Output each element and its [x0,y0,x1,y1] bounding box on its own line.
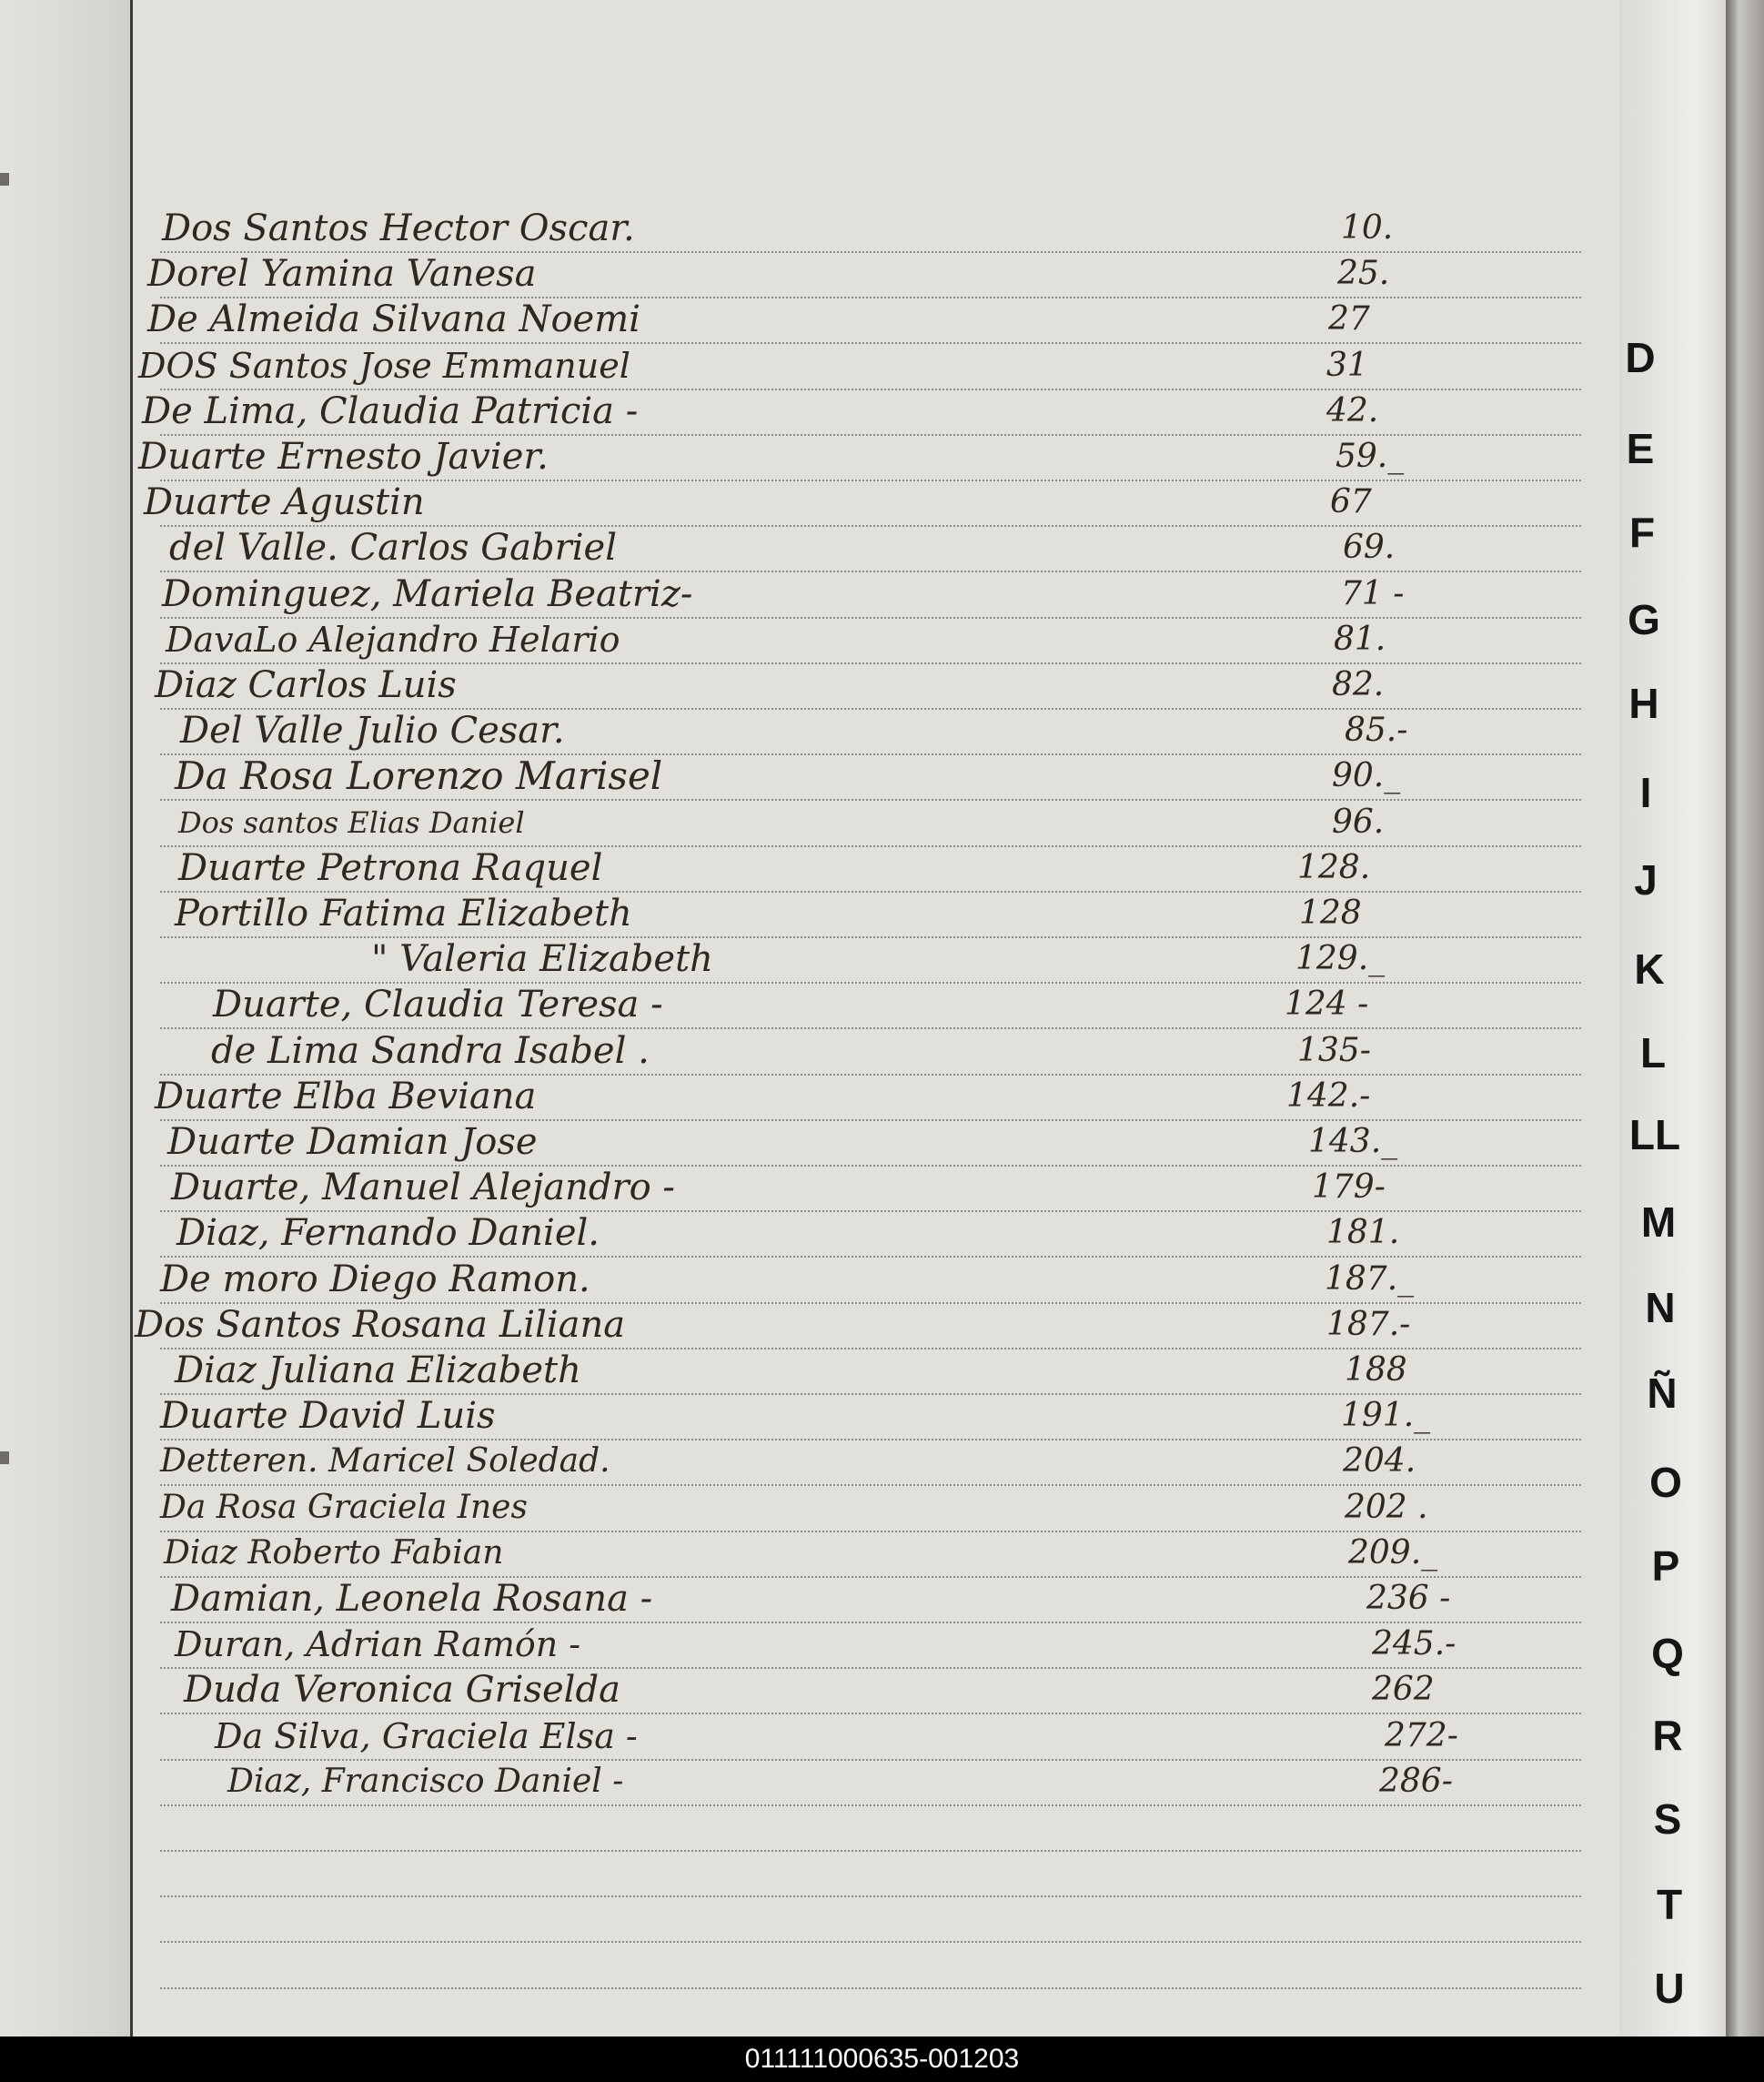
alphabet-tab-p: P [1651,1542,1680,1590]
entry-name: Duarte Agustin [144,481,425,524]
entry-page-number: 128. [1297,848,1371,886]
entry-page-number: 202 . [1345,1488,1428,1526]
alphabet-tab-s: S [1653,1795,1682,1843]
binding-tick [0,173,9,186]
entry-page-number: 96. [1332,803,1385,841]
binding-gutter [0,0,136,2037]
entry-name: Duarte Damian Jose [167,1121,538,1163]
alphabet-tab-n: N [1645,1284,1676,1331]
entry-name: Detteren. Maricel Soledad. [160,1442,610,1481]
entry-page-number: 128 [1299,894,1362,932]
entry-page-number: 81. [1334,620,1386,658]
entry-name: Diaz Carlos Luis [155,664,457,706]
alphabet-tab-f: F [1628,509,1656,556]
entry-page-number: 67 [1330,483,1372,521]
entry-name: del Valle. Carlos Gabriel [169,527,618,570]
alphabet-tab-j: J [1634,856,1658,904]
binding-tick [0,1451,9,1464]
entry-page-number: 272- [1385,1716,1458,1754]
entry-name: Diaz Roberto Fabian [164,1533,504,1572]
entry-name: Dos Santos Rosana Liliana [135,1303,626,1346]
alphabet-tab-m: M [1640,1198,1677,1246]
entry-name: Duarte Elba Beviana [155,1075,537,1117]
entry-page-number: 179- [1312,1168,1386,1207]
entry-name: Da Rosa Lorenzo Marisel [175,753,663,799]
entry-page-number: 90._ [1332,757,1401,795]
tab-strip-edge [1726,0,1764,2037]
alphabet-tab-k: K [1634,945,1665,993]
entry-name: Duda Veronica Griselda [184,1669,620,1712]
entry-page-number: 142.- [1286,1076,1371,1115]
alphabet-tab-o: O [1649,1459,1682,1506]
entry-name: DavaLo Alejandro Helario [166,619,620,660]
entry-page-number: 262 [1372,1671,1435,1709]
entry-name: Duran, Adrian Ramón - [175,1624,581,1665]
entry-page-number: 286- [1379,1762,1453,1800]
entry-page-number: 209._ [1348,1533,1438,1572]
entry-page-number: 27 [1328,300,1370,339]
entry-name: Da Rosa Graciela Ines [160,1488,528,1526]
entry-name: Duarte, Claudia Teresa - [213,984,663,1026]
alphabet-tab-ll: LL [1628,1111,1681,1158]
entry-page-number: 191._ [1341,1397,1431,1435]
ruled-line [160,1895,1581,1897]
entry-page-number: 42. [1326,391,1379,430]
entry-page-number: 187.- [1326,1305,1411,1343]
alphabet-tab-q: Q [1651,1630,1684,1677]
entry-page-number: 71 - [1341,574,1405,612]
alphabet-tab-h: H [1628,680,1659,727]
ruled-line [160,1850,1581,1852]
alphabet-tab-g: G [1628,596,1660,643]
entry-page-number: 245.- [1372,1625,1457,1663]
entry-name: Diaz, Fernando Daniel. [176,1212,600,1255]
alphabet-tab-l: L [1639,1029,1667,1076]
entry-name: " Valeria Elizabeth [371,938,713,981]
entry-page-number: 10. [1341,209,1394,247]
entry-page-number: 85.- [1345,712,1408,750]
ruled-line [160,1987,1581,1989]
entry-name: Dorel Yamina Vanesa [147,253,537,296]
entry-name: Dominguez, Mariela Beatriz- [162,572,693,615]
entry-page-number: 204. [1343,1442,1416,1481]
entry-name: Diaz, Francisco Daniel - [227,1762,624,1800]
entry-page-number: 129._ [1295,940,1386,978]
entry-name: Duarte, Manuel Alejandro - [171,1167,675,1209]
entry-page-number: 188 [1345,1351,1407,1389]
entry-page-number: 69. [1343,529,1396,567]
entry-name: De Lima, Claudia Patricia - [142,389,639,432]
entry-name: Da Silva, Graciela Elsa - [215,1715,638,1756]
entry-page-number: 82. [1332,666,1385,703]
entry-name: Duarte David Luis [160,1395,496,1438]
entry-name: De Almeida Silvana Noemi [147,298,640,341]
entry-name: Duarte Petrona Raquel [178,846,603,889]
scan-identifier: 011111000635-001203 [0,2037,1764,2082]
alphabet-tab-d: D [1625,334,1656,381]
entry-name: De moro Diego Ramon. [160,1258,590,1300]
entry-name: Portillo Fatima Elizabeth [175,893,632,935]
ruled-line [160,1804,1581,1806]
entry-name: Dos santos Elias Daniel [178,804,525,840]
entry-page-number: 124 - [1285,985,1369,1024]
ruled-line [160,1941,1581,1943]
entry-name: Duarte Ernesto Javier. [138,436,549,478]
entry-name: Del Valle Julio Cesar. [180,710,565,753]
entry-page-number: 59._ [1336,438,1405,475]
alphabet-tab-r: R [1652,1712,1683,1759]
entry-page-number: 25. [1337,255,1390,293]
alphabet-tab-u: U [1654,1965,1685,2012]
entry-name: Diaz Juliana Elizabeth [175,1349,581,1391]
entry-name: DOS Santos Jose Emmanuel [138,345,630,386]
entry-name: Dos Santos Hector Oscar. [162,207,635,249]
alphabet-tab-e: E [1626,425,1655,472]
entry-page-number: 143._ [1308,1123,1398,1160]
entry-page-number: 181. [1326,1214,1400,1252]
alphabet-tab-t: T [1656,1881,1683,1928]
entry-page-number: 236 - [1366,1580,1451,1617]
alphabet-tab-ñ: Ñ [1647,1369,1678,1417]
entry-page-number: 187._ [1325,1259,1415,1298]
entry-name: Damian, Leonela Rosana - [171,1578,653,1620]
entry-page-number: 31 [1326,346,1368,384]
entry-page-number: 135- [1297,1031,1371,1069]
entry-name: de Lima Sandra Isabel . [211,1029,650,1072]
alphabet-tab-i: I [1639,769,1652,816]
